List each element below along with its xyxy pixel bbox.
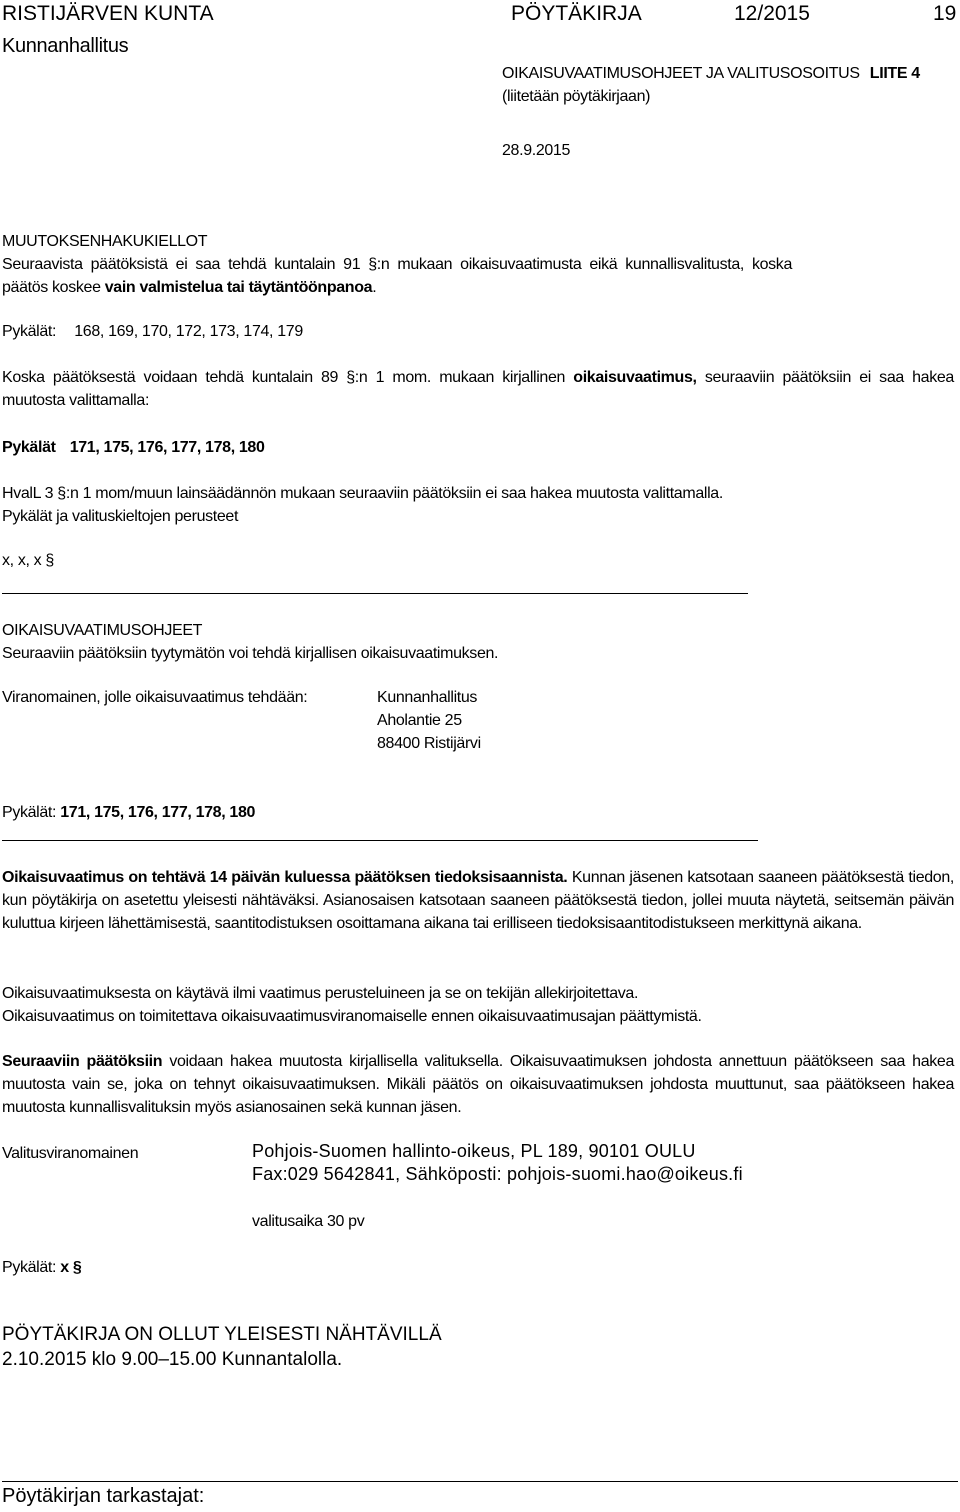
divider-line bbox=[2, 840, 758, 841]
appendix-label: LIITE 4 bbox=[869, 65, 920, 82]
muutoksenhaku-paragraph: Seuraavista päätöksistä ei saa tehdä kuntalain 91 §:n mukaan oikaisuvaatimusta eikä kunnallisvalitusta, koska päätös koskee vain valmistelua tai täytäntöönpanoa. bbox=[2, 256, 792, 296]
public-notice-line-1: PÖYTÄKIRJA ON OLLUT YLEISESTI NÄHTÄVILLÄ bbox=[2, 1324, 442, 1345]
hvall-grounds: Pykälät ja valituskieltojen perusteet bbox=[2, 508, 239, 525]
municipality-name: RISTIJÄRVEN KUNTA bbox=[2, 2, 214, 25]
appeal-period: valitusaika 30 pv bbox=[252, 1213, 365, 1230]
appeal-authority-label: Valitusviranomainen bbox=[2, 1145, 139, 1162]
oikaisu-intro: Seuraaviin päätöksiin tyytymätön voi tehdä kirjallisen oikaisuvaatimuksen. bbox=[2, 645, 499, 662]
document-number: 12/2015 bbox=[734, 2, 810, 25]
authority-label: Viranomainen, jolle oikaisuvaatimus tehdään: bbox=[2, 689, 308, 706]
document-type: PÖYTÄKIRJA bbox=[511, 2, 642, 25]
deadline-paragraph: Oikaisuvaatimus on tehtävä 14 päivän kuluessa päätöksen tiedoksisaannista. Kunnan jäsenen katsotaan saaneen päätöksestä tiedon, kun pöytäkirja on asetettu yleisesti nähtäväksi. Asianosaisen katsotaan saaneen päätöksestä tiedon, jollei muuta näytetä, seitsemän päivän kuluttua kirjeen lähettämisestä, saantitodistuksen osoittamana aikana tai erilliseen tiedoksisaantitodistukseen merkittynä aikana. bbox=[2, 869, 954, 932]
oikaisu-sections: Pykälät: 171, 175, 176, 177, 178, 180 bbox=[2, 804, 256, 821]
page-number: 19 bbox=[933, 2, 957, 25]
authority-street: Aholantie 25 bbox=[377, 712, 462, 729]
requirement-line-1: Oikaisuvaatimuksesta on käytävä ilmi vaatimus perusteluineen ja se on tekijän allekirjoitettava. bbox=[2, 985, 639, 1002]
appeal-authority-address: Pohjois-Suomen hallinto-oikeus, PL 189, 90101 OULU bbox=[252, 1141, 696, 1161]
minutes-checkers-label: Pöytäkirjan tarkastajat: bbox=[2, 1485, 205, 1507]
hvall-text: HvalL 3 §:n 1 mom/muun lainsäädännön mukaan seuraaviin päätöksiin ei saa hakea muutosta valittamalla. bbox=[2, 485, 723, 502]
muutoksenhaku-sections: Pykälät: 168, 169, 170, 172, 173, 174, 179 bbox=[2, 323, 303, 340]
appeal-paragraph: Seuraaviin päätöksiin voidaan hakea muutosta kirjallisella valituksella. Oikaisuvaatimuksen johdosta annettuun päätökseen saa hakea muutosta vain se, joka on tehnyt oikaisuvaatimuksen. Mikäli päätös on oikaisuvaatimuksen johdosta muuttunut, saa päätökseen hakea muutosta kunnallisvalituksin myös asianosainen sekä kunnan jäsen. bbox=[2, 1053, 954, 1116]
oikaisuvaatimus-paragraph: Koska päätöksestä voidaan tehdä kuntalain 89 §:n 1 mom. mukaan kirjallinen oikaisuvaatimus, seuraaviin päätöksiin ei saa hakea muutosta valittamalla: bbox=[2, 369, 954, 409]
authority-name: Kunnanhallitus bbox=[377, 689, 478, 706]
appendix-note: (liitetään pöytäkirjaan) bbox=[502, 88, 651, 105]
public-notice-line-2: 2.10.2015 klo 9.00–15.00 Kunnantalolla. bbox=[2, 1349, 343, 1370]
section-heading-oikaisuvaatimusohjeet: OIKAISUVAATIMUSOHJEET bbox=[2, 622, 203, 639]
section-heading-muutoksenhakukiellot: MUUTOKSENHAKUKIELLOT bbox=[2, 233, 208, 250]
hvall-sections: x, x, x § bbox=[2, 552, 54, 569]
kielto2-sections: Pykälät 171, 175, 176, 177, 178, 180 bbox=[2, 439, 265, 456]
governing-body: Kunnanhallitus bbox=[2, 35, 129, 57]
divider-line bbox=[2, 593, 748, 594]
appeal-sections: Pykälät: x § bbox=[2, 1259, 82, 1276]
footer-rule bbox=[2, 1481, 958, 1482]
authority-city: 88400 Ristijärvi bbox=[377, 735, 481, 752]
appeal-authority-contact: Fax:029 5642841, Sähköposti: pohjois-suomi.hao@oikeus.fi bbox=[252, 1164, 743, 1184]
meeting-date: 28.9.2015 bbox=[502, 142, 571, 159]
appendix-title: OIKAISUVAATIMUSOHJEET JA VALITUSOSOITUS LIITE 4 bbox=[502, 65, 920, 82]
requirement-line-2: Oikaisuvaatimus on toimitettava oikaisuvaatimusviranomaiselle ennen oikaisuvaatimusajan päättymistä. bbox=[2, 1008, 702, 1025]
